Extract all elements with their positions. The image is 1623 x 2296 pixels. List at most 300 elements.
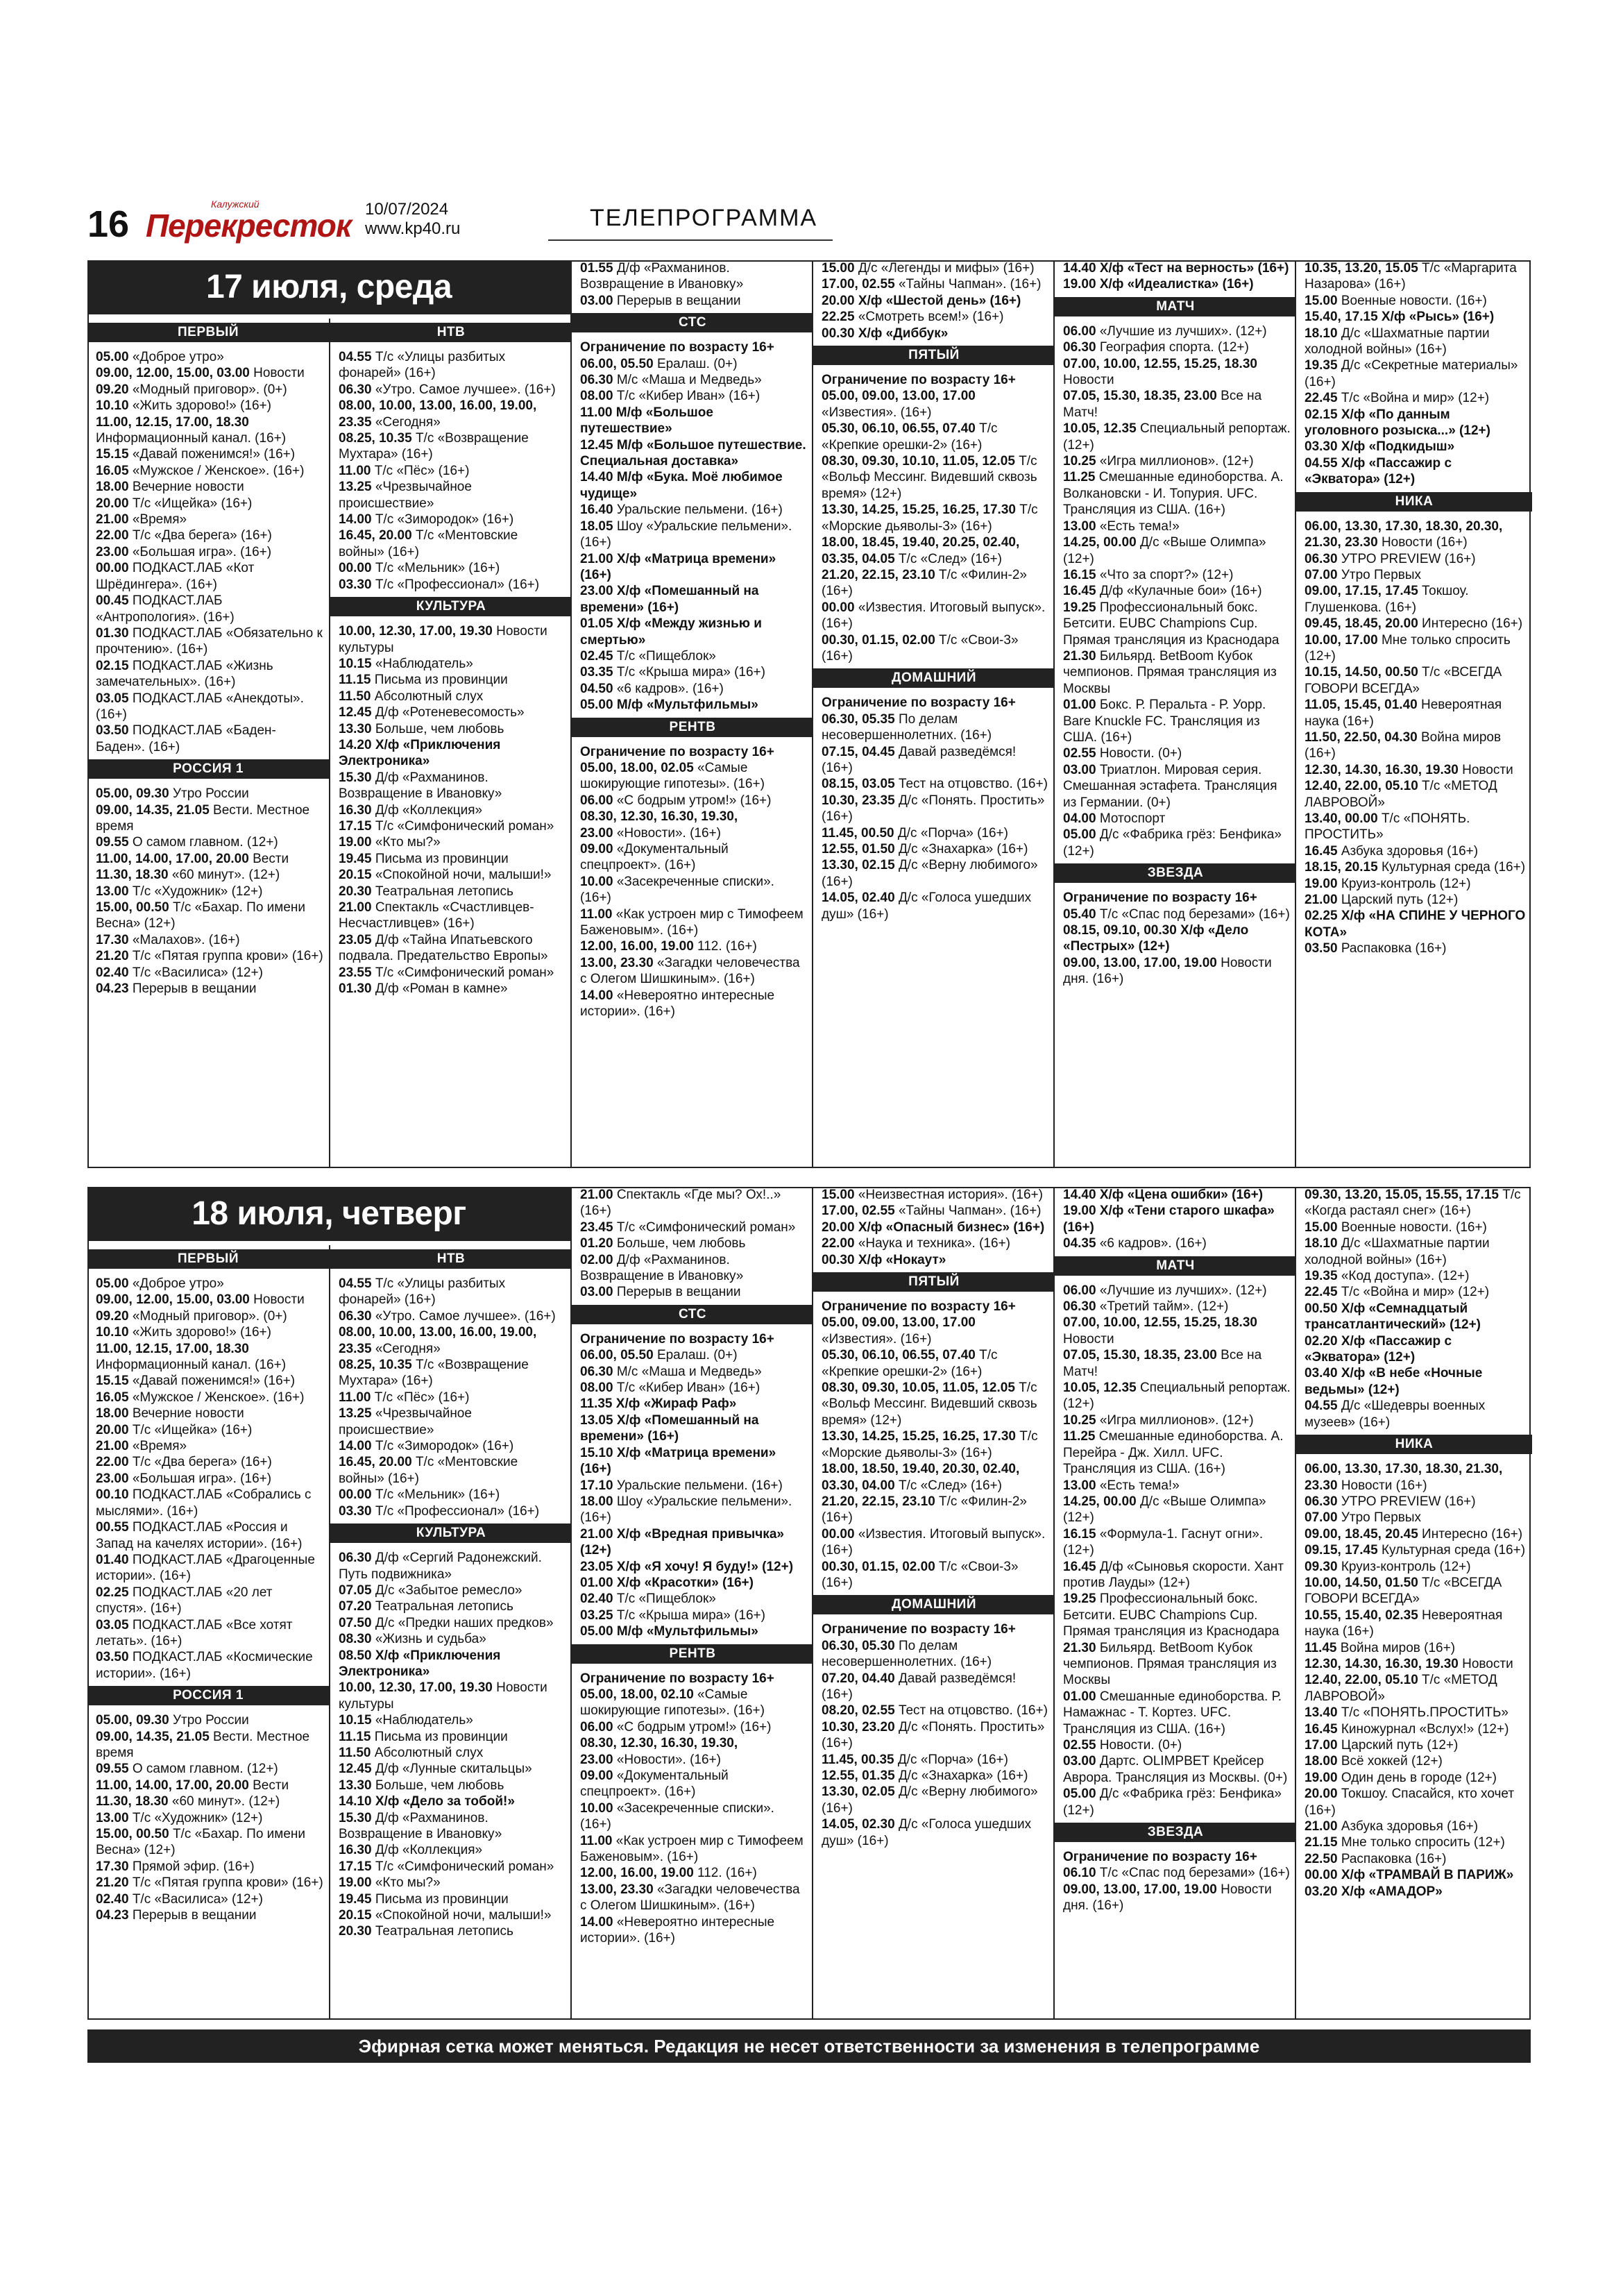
program-time: 03.30 Х/ф «Подкидыш» [1305,439,1455,455]
program-title: Д/с «Голоса ушедших душ» (16+) [822,890,1032,922]
program-title: Утро Первых [1341,1510,1422,1526]
program-time: 11.00 [580,906,613,922]
program-title: Т/с «МЕТОД ЛАВРОВОЙ» [1305,1673,1497,1704]
program-time: 09.55 [96,835,129,850]
program-time: 15.00 [822,261,855,276]
program-time: 11.30, 18.30 [96,1794,169,1809]
program-title: Т/с «Художник» (12+) [132,1810,263,1825]
program-time: 14.25, 00.00 [1063,1494,1137,1509]
program-title: «Новости». (16+) [616,1752,721,1767]
program-time: 11.15 [339,673,371,688]
program-title: Распаковка (16+) [1341,1851,1447,1866]
channel-header: ЗВЕЗДА [1055,863,1296,883]
program-title: «Спокойной ночи, малыши!» [375,868,552,883]
program-title: Т/с «Спас под березами» (16+) [1099,906,1290,922]
program-title: «Сегодня» [375,1341,441,1356]
program-time: 15.00 [1305,1219,1338,1235]
program-time: 01.00 [1063,1689,1096,1704]
program-time: 16.45 [1063,1559,1096,1574]
program-time: 11.00 [339,1390,371,1405]
program-title: «Большая игра». (16+) [132,1471,272,1486]
program-time: 21.00 Х/ф «Вредная привычка» (12+) [580,1526,784,1558]
program-time: 13.00 [1063,518,1096,534]
program-time: 06.30 [339,1308,372,1324]
program-time: 20.00 Х/ф «Опасный бизнес» (16+) [822,1219,1045,1235]
program-time: 12.00, 16.00, 19.00 [580,939,694,954]
program-time: 05.00, 09.30 [96,1713,169,1728]
program-time: 18.00 [580,1494,613,1509]
channel-header: ПЕРВЫЙ [87,1249,329,1269]
program-title: «Есть тема!» [1099,518,1180,534]
program-title: Д/с «Забытое ремесло» [375,1582,522,1598]
program-title: «Лучшие из лучших». (12+) [1099,323,1267,339]
program-title: Бильярд. BetBoom Кубок чемпионов. Прямая трансляция из Москвы [1063,648,1277,696]
program-time: 15.15 [96,447,129,462]
program-title: Невероятная наука (16+) [1305,698,1502,729]
program-title: Т/с «Симфонический роман» [375,818,554,834]
program-time: 04.00 [1063,811,1096,826]
channel-header: СТС [572,1305,813,1324]
day-title: 17 июля, среда [87,260,570,314]
program-title: Вести. Местное время [96,1729,310,1760]
program-title: Письма из провинции [374,673,508,688]
program-title: Информационный канал. (16+) [96,1358,287,1373]
program-time: 07.20, 04.40 [822,1671,895,1686]
program-title: Т/с «Бахар. По имени Весна» (12+) [96,900,306,931]
program-title: Распаковка (16+) [1341,941,1447,956]
program-time: 10.00, 17.00 [1305,632,1378,648]
program-time: 08.15, 09.10, 00.30 Х/ф «Дело «Пестрых» (12+) [1063,923,1249,954]
channel-header: СТС [572,313,813,332]
program-time: 05.40 [1063,906,1096,922]
program-time: 11.00 [339,463,371,478]
program-time: 08.30 [339,1632,372,1647]
program-title: Т/с «Спас под березами» (16+) [1099,1866,1290,1881]
program-title: «Жизнь и судьба» [375,1632,486,1647]
program-time: 13.25 [339,1406,372,1421]
program-title: «Загадки человечества с Олегом Шишкиным». (16+) [580,955,800,987]
program-time: 16.45, 20.00 [339,1455,412,1470]
program-time: 06.00 [580,793,613,808]
program-time: 03.00 [580,293,613,308]
program-title: «Игра миллионов». (12+) [1099,454,1254,469]
program-time: 16.45 [1063,584,1096,599]
program-time: 21.20 [96,1875,129,1891]
program-title: Т/с «Возвращение Мухтара» (16+) [339,431,529,462]
program-title: «Доброе утро» [132,350,224,364]
program-time: 06.00, 13.30, 17.30, 18.30, 20.30, 21.30, 23.30 [1305,518,1503,550]
program-time: 22.00 [96,528,129,543]
program-title: Тест на отцовство. (16+) [898,1703,1048,1719]
program-time: 17.30 [96,1859,129,1874]
program-time: 22.45 [1305,391,1338,406]
program-time: 21.00 Х/ф «Матрица времени» (16+) [580,551,776,582]
program-title: Один день в городе (12+) [1341,1770,1497,1785]
channel-header: ПЯТЫЙ [813,1272,1055,1292]
program-title: Д/ф «Рахманинов. Возвращение в Ивановку» [339,770,502,802]
program-title: Т/с «Морские дьяволы-3» (16+) [822,1429,1038,1460]
program-time: 17.10 [580,1478,613,1493]
program-time: 03.05 [96,1617,129,1632]
program-title: «Самые шокирующие гипотезы». (16+) [580,1687,765,1719]
program-time: 10.30, 23.20 [822,1719,895,1734]
program-time: 15.40, 17.15 Х/ф «Рысь» (16+) [1305,310,1495,325]
program-time: 06.30, 05.30 [822,1638,895,1653]
program-time: 18.10 [1305,326,1338,341]
program-time: 22.00 [96,1455,129,1470]
program-title: «Наука и техника». (16+) [858,1236,1010,1251]
program-title: Т/с «ПОНЯТЬ. ПРОСТИТЬ» [1305,811,1470,843]
program-time: 14.20 Х/ф «Приключения Электроника» [339,737,501,769]
program-time: 06.00 [580,1719,613,1734]
program-title: Т/с «ВСЕГДА ГОВОРИ ВСЕГДА» [1305,665,1502,696]
program-time: 23.00 [96,1471,129,1486]
program-time: 00.55 [96,1520,129,1535]
program-time: 13.00 [96,884,129,899]
program-title: Т/с «Кибер Иван» (16+) [616,1381,760,1396]
program-title: «Мужское / Женское». (16+) [132,463,305,478]
program-title: 112. (16+) [697,1866,757,1881]
program-title: Новости дня. (16+) [1063,1882,1272,1914]
program-time: 20.15 [339,868,372,883]
program-time: 00.00 [822,1526,855,1542]
program-title: Шоу «Уральские пельмени». (16+) [580,518,792,550]
age-restriction: Ограничение по возрасту 16+ [580,1671,774,1686]
program-title: Все на Матч! [1063,389,1262,420]
program-title: ПОДКАСТ.ЛАБ «Жизнь замечательных». (16+) [96,658,273,690]
program-title: Т/с «Морские дьяволы-3» (16+) [822,503,1038,534]
program-time: 23.00 [580,825,613,841]
program-title: Т/с «Симфонический роман» [375,965,554,980]
program-title: Д/с «Верну любимого» (16+) [822,858,1038,889]
program-title: Царский путь (12+) [1341,1738,1459,1753]
program-title: Смешанные единоборства. Р. Намажнас - Т. Кортез. UFC. Трансляция из США. (16+) [1063,1689,1282,1737]
program-title: Т/с «Когда растаял снег» (16+) [1305,1188,1521,1219]
program-title: Профессиональный бокс. Бетсити. EUBC Champions Cup. Прямая трансляция из Краснодара [1063,600,1280,648]
program-time: 16.05 [96,1390,129,1405]
program-time: 06.30 [1063,340,1096,355]
program-title: Д/ф «Сыновья скорости. Хант против Лауды» (12+) [1063,1559,1284,1590]
program-title: Д/с «Шахматные партии холодной войны» (16+) [1305,326,1490,357]
program-title: Д/ф «Рахманинов. Возвращение в Ивановку» [580,261,744,292]
program-title: Т/с «Ментовские войны» (16+) [339,528,518,559]
program-time: 19.35 [1305,358,1338,373]
program-time: 11.05, 15.45, 01.40 [1305,698,1418,713]
program-time: 03.00 [580,1285,613,1300]
age-restriction: Ограничение по возрасту 16+ [822,373,1016,388]
program-title: «Давай поженимся!» (16+) [132,447,296,462]
program-time: 03.30 [339,577,372,592]
program-time: 14.05, 02.30 [822,1817,895,1832]
program-title: «Чрезвычайное происшествие» [339,480,472,511]
program-title: «Невероятно интересные истории». (16+) [580,1914,775,1946]
program-time: 18.00 [1305,1754,1338,1769]
program-title: Новости [1462,1656,1513,1671]
program-time: 10.15, 14.50, 00.50 [1305,665,1418,680]
program-time: 12.30, 14.30, 16.30, 19.30 [1305,1656,1459,1671]
program-time: 16.45 [1305,843,1338,859]
program-title: Т/с «ВСЕГДА ГОВОРИ ВСЕГДА» [1305,1575,1502,1607]
program-title: Т/с «Пёс» (16+) [374,463,470,478]
program-time: 09.30, 13.20, 15.05, 15.55, 17.15 [1305,1188,1499,1202]
program-time: 09.00, 13.00, 17.00, 19.00 [1063,1882,1217,1897]
program-title: Д/с «Фабрика грёз: Бенфика» (12+) [1063,827,1282,859]
program-time: 23.00 Х/ф «Помешанный на времени» (16+) [580,584,759,615]
program-title: Т/с «Ищейка» (16+) [132,1422,253,1437]
program-title: Новости [253,1292,305,1308]
program-time: 22.45 [1305,1285,1338,1300]
program-title: Т/с «Симфонический роман» [616,1219,796,1235]
program-title: «6 кадров». (16+) [616,681,724,696]
program-title: «Есть тема!» [1099,1478,1180,1493]
program-time: 08.30, 12.30, 16.30, 19.30, [580,1736,738,1751]
program-time: 10.35, 13.20, 15.05 [1305,261,1418,276]
disclaimer-bar: Эфирная сетка может меняться. Редакция не несет ответственности за изменения в телепрограмме [87,2029,1531,2063]
channel-header: ДОМАШНИЙ [813,1595,1055,1614]
program-time: 05.00, 18.00, 02.10 [580,1687,694,1702]
program-time: 20.00 Х/ф «Шестой день» (16+) [822,293,1021,308]
program-title: ПОДКАСТ.ЛАБ «Собрались с мыслями». (16+) [96,1487,312,1519]
program-title: УТРО PREVIEW (16+) [1341,1494,1476,1509]
program-time: 21.20, 22.15, 23.10 [822,567,935,582]
age-restriction: Ограничение по возрасту 16+ [580,340,774,355]
program-time: 04.23 [96,981,129,997]
program-title: ПОДКАСТ.ЛАБ «Антропология». (16+) [96,593,235,625]
logo-title: Перекресток [146,208,352,244]
program-time: 05.30, 06.10, 06.55, 07.40 [822,421,976,437]
program-time: 12.45 [339,705,372,720]
program-title: Больше, чем любовь [616,1236,746,1251]
program-title: «Неизвестная история». (16+) [858,1188,1043,1202]
channel-header: ПЯТЫЙ [813,346,1055,365]
program-title: Т/с «Мельник» (16+) [375,561,500,576]
program-title: Вести [253,851,289,866]
program-time: 08.25, 10.35 [339,431,412,446]
program-time: 14.40 Х/ф «Тест на верность» (16+) [1063,261,1289,276]
program-time: 15.00 [1305,293,1338,308]
program-time: 15.10 Х/ф «Матрица времени» (16+) [580,1445,776,1477]
age-restriction: Ограничение по возрасту 16+ [1063,890,1257,906]
program-time: 03.30 [339,1503,372,1519]
program-time: 21.00 [96,1439,129,1454]
program-title: Т/с «Василиса» (12+) [132,965,263,980]
program-time: 00.10 [96,1487,129,1503]
program-title: «Самые шокирующие гипотезы». (16+) [580,760,765,792]
channel-header: НТВ [330,1249,572,1269]
site-url[interactable]: www.kp40.ru [365,219,461,238]
program-time: 04.55 [339,1276,372,1291]
program-time: 08.30, 09.30, 10.10, 11.05, 12.05 [822,454,1015,469]
program-title: М/с «Маша и Медведь» [616,373,762,388]
program-time: 06.30 [580,1364,613,1379]
program-title: Т/с «Крыша мира» (16+) [616,665,765,680]
program-time: 12.40, 22.00, 05.10 [1305,779,1418,794]
program-title: Мотоспорт [1099,811,1166,826]
program-time: 03.35 [580,665,613,680]
program-time: 09.00, 12.00, 15.00, 03.00 [96,366,250,381]
program-time: 10.00 [580,1800,613,1816]
program-title: Т/с «Ищейка» (16+) [132,496,253,511]
program-title: Д/ф «Рахманинов. Возвращение в Ивановку» [580,1252,744,1284]
program-time: 11.00, 14.00, 17.00, 20.00 [96,851,249,866]
program-title: География спорта. (12+) [1099,340,1249,355]
program-title: Д/с «Шахматные партии холодной войны» (16+) [1305,1236,1490,1267]
program-title: Театральная летопись [375,884,513,899]
program-title: Т/с «Пищеблок» [616,1592,716,1607]
program-time: 13.30 [339,721,372,736]
program-title: Т/с «Свои-3» (16+) [822,632,1019,664]
program-title: Информационный канал. (16+) [96,431,287,446]
program-title: «Новости». (16+) [616,825,721,841]
program-title: «Код доступа». (12+) [1341,1269,1470,1284]
program-title: Вечерние новости [132,480,244,495]
program-time: 19.25 [1063,1592,1096,1607]
age-restriction: Ограничение по возрасту 16+ [822,695,1016,711]
program-time: 15.30 [339,1810,372,1825]
program-time: 00.50 Х/ф «Семнадцатый трансатлантический» (12+) [1305,1301,1481,1333]
logo-small-text: Калужский [211,199,260,210]
program-time: 04.35 [1063,1236,1096,1251]
program-time: 06.30 [1305,1494,1338,1509]
program-title: Все на Матч! [1063,1348,1262,1379]
program-title: Т/с «Возвращение Мухтара» (16+) [339,1358,529,1389]
program-time: 21.30 [1063,648,1096,664]
program-title: Давай разведёмся! (16+) [822,744,1017,775]
program-time: 20.00 [1305,1787,1338,1802]
program-title: Профессиональный бокс. Бетсити. EUBC Champions Cup. Прямая трансляция из Краснодара [1063,1592,1280,1639]
channel-header: НТВ [330,323,572,342]
program-title: Ералаш. (0+) [656,1348,738,1363]
program-time: 05.00 [96,350,129,364]
program-time: 00.00 [96,561,129,576]
program-title: Перерыв в вещании [132,981,257,997]
program-time: 11.00 [580,1833,613,1848]
program-title: Новости (16+) [1341,1478,1427,1493]
program-title: Невероятная наука (16+) [1305,1607,1503,1639]
program-title: Т/с «МЕТОД ЛАВРОВОЙ» [1305,779,1497,810]
program-title: Д/ф «Коллекция» [375,1843,483,1858]
program-title: Т/с «Два берега» (16+) [132,1455,272,1470]
program-time: 11.30, 18.30 [96,868,169,883]
program-title: Т/с «Вольф Мессинг. Видевший сквозь время» (12+) [822,1381,1037,1428]
program-title: Абсолютный слух [374,1745,484,1760]
program-time: 02.20 Х/ф «Пассажир с «Экватора» (12+) [1305,1333,1452,1365]
program-time: 06.00 [1063,1283,1096,1298]
program-title: Д/с «Предки наших предков» [375,1615,554,1630]
program-title: Письма из провинции [374,1729,508,1744]
program-title: Война миров (16+) [1340,1640,1456,1655]
program-time: 09.55 [96,1762,129,1777]
program-time: 19.45 [339,851,372,866]
channel-header: РОССИЯ 1 [87,759,329,779]
program-time: 23.05 [339,932,372,947]
program-time: 04.55 Х/ф «Пассажир с «Экватора» (12+) [1305,455,1452,487]
program-title: Т/с «Зимородок» (16+) [375,1439,514,1454]
program-time: 11.00 М/ф «Большое путешествие» [580,405,713,437]
program-time: 08.30, 09.30, 10.05, 11.05, 12.05 [822,1381,1015,1396]
program-title: «Тайны Чапман». (16+) [898,277,1042,292]
program-time: 09.20 [96,1308,129,1324]
program-title: Больше, чем любовь [375,721,504,736]
program-time: 19.00 [339,1875,372,1891]
program-title: Т/с «Маргарита Назарова» (16+) [1305,261,1517,292]
program-title: «Спокойной ночи, малыши!» [375,1908,552,1923]
program-time: 18.15, 20.15 [1305,860,1378,875]
page-number: 16 [87,203,130,245]
program-title: Т/с «Война и мир» (12+) [1341,391,1490,406]
channel-header: МАТЧ [1055,1256,1296,1276]
program-time: 20.15 [339,1908,372,1923]
program-time: 02.55 [1063,746,1096,761]
program-title: Т/с «Мельник» (16+) [375,1487,500,1503]
program-title: Д/с «Голоса ушедших душ» (16+) [822,1817,1032,1848]
program-time: 12.45 М/ф «Большое путешествие. Специальная доставка» [580,437,806,469]
program-title: Мне только спросить (12+) [1341,1835,1505,1850]
program-title: «Документальный спецпроект». (16+) [580,1769,729,1800]
program-title: Т/с «Симфонический роман» [375,1859,554,1874]
program-time: 14.40 Х/ф «Цена ошибки» (16+) [1063,1188,1264,1202]
program-time: 16.15 [1063,1526,1096,1542]
program-title: «С бодрым утром!» (16+) [616,793,772,808]
program-title: Театральная летопись [375,1599,513,1614]
program-time: 13.30, 02.15 [822,858,895,873]
program-time: 07.05, 15.30, 18.35, 23.00 [1063,389,1217,404]
program-title: Интересно (16+) [1422,616,1523,632]
program-title: Утро России [172,786,249,802]
program-time: 03.50 [96,723,129,738]
program-title: Т/с «Война и мир» (12+) [1341,1285,1490,1300]
program-title: Абсолютный слух [374,689,484,704]
program-time: 03.00 [1063,1754,1096,1769]
program-time: 23.45 [580,1219,613,1235]
program-time: 06.00, 05.50 [580,356,654,371]
program-time: 16.40 [580,503,613,518]
program-time: 08.15, 03.05 [822,777,895,792]
program-title: Триатлон. Мировая серия. Смешанная эстафета. Трансляция из Германии. (0+) [1063,762,1277,810]
program-time: 10.10 [96,1325,129,1340]
program-title: «60 минут». (12+) [171,1794,280,1809]
program-title: «Как устроен мир с Тимофеем Баженовым». (16+) [580,906,804,938]
channel-header: КУЛЬТУРА [330,1523,572,1543]
channel-header: РОССИЯ 1 [87,1686,329,1705]
program-time: 17.00, 02.55 [822,277,895,292]
program-time: 07.50 [339,1615,372,1630]
program-time: 10.10 [96,398,129,414]
program-title: Новости. (0+) [1099,746,1182,761]
program-time: 13.05 Х/ф «Помешанный на времени» (16+) [580,1412,759,1444]
program-time: 21.15 [1305,1835,1338,1850]
program-title: Д/с «Знахарка» (16+) [898,1769,1028,1783]
program-time: 08.00, 10.00, 13.00, 16.00, 19.00, 23.35 [339,398,537,430]
program-title: Т/с «Филин-2» (16+) [822,1494,1027,1526]
age-restriction: Ограничение по возрасту 16+ [580,744,774,759]
program-time: 06.30 [1063,1299,1096,1315]
program-time: 15.00, 00.50 [96,900,169,915]
program-time: 12.30, 14.30, 16.30, 19.30 [1305,762,1459,777]
program-title: Т/с «Пёс» (16+) [374,1390,470,1405]
program-time: 04.23 [96,1908,129,1923]
program-time: 05.00, 09.00, 13.00, 17.00 [822,1315,976,1331]
program-title: Новости [1063,1331,1114,1347]
program-time: 23.55 [339,965,372,980]
program-title: Новости (16+) [1381,535,1468,550]
program-title: «Время» [132,512,187,527]
program-title: Т/с «Крепкие орешки-2» (16+) [822,1348,998,1379]
program-title: Перерыв в вещании [132,1908,257,1923]
program-title: «6 кадров». (16+) [1099,1236,1207,1251]
program-time: 06.00, 13.30, 17.30, 18.30, 21.30, 23.30 [1305,1462,1503,1493]
program-time: 14.00 [580,1914,613,1930]
